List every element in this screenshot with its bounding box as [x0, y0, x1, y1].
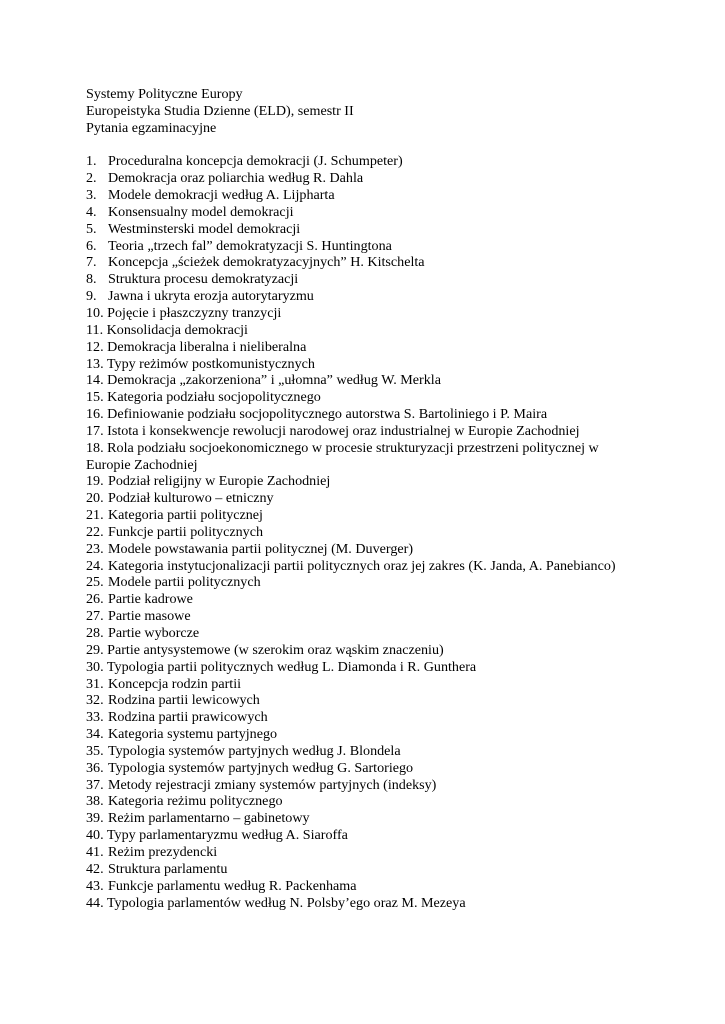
question-number: 12. [86, 338, 104, 355]
question-number: 2. [86, 170, 97, 187]
question-item [86, 254, 646, 271]
document-body [86, 86, 646, 911]
question-text: Teoria „trzech fal” demokratyzacji S. Huntingtona [108, 237, 392, 254]
question-number: 32. [86, 692, 104, 709]
question-number: 23. [86, 540, 104, 557]
question-number: 3. [86, 187, 97, 204]
question-number: 16. [86, 406, 104, 423]
program-line: Europeistyka Studia Dzienne (ELD), semestr II [86, 102, 354, 119]
question-number: 15. [86, 389, 104, 406]
question-number: 27. [86, 608, 104, 625]
question-number: 36. [86, 759, 104, 776]
question-number: 26. [86, 591, 104, 608]
question-number: 20. [86, 490, 104, 507]
question-text: Konsensualny model demokracji [108, 203, 294, 220]
question-item [86, 878, 646, 895]
question-number: 22. [86, 523, 104, 540]
question-item [86, 322, 646, 339]
question-item [86, 541, 646, 558]
question-item [86, 423, 646, 440]
question-number: 34. [86, 726, 104, 743]
question-number: 35. [86, 742, 104, 759]
question-item [86, 861, 646, 878]
question-item [86, 827, 646, 844]
question-item [86, 187, 646, 204]
question-text: Funkcje parlamentu według R. Packenhama [108, 877, 357, 894]
question-number: 44. [86, 894, 104, 911]
question-item [86, 305, 646, 322]
question-number: 42. [86, 860, 104, 877]
question-text: Funkcje partii politycznych [108, 523, 263, 540]
question-text: Typologia parlamentów według N. Polsby’ego oraz M. Mezeya [103, 894, 466, 911]
question-text: Modele partii politycznych [108, 574, 261, 591]
question-text: Typologia partii politycznych według L. Diamonda i R. Gunthera [103, 658, 477, 675]
question-item [86, 777, 646, 794]
question-text: Demokracja oraz poliarchia według R. Dahla [108, 170, 364, 187]
question-text: Konsolidacja demokracji [103, 321, 248, 338]
question-text: Typologia systemów partyjnych według G. Sartoriego [108, 759, 414, 776]
question-number: 10. [86, 304, 104, 321]
question-item [86, 709, 646, 726]
question-number: 25. [86, 574, 104, 591]
question-item [86, 221, 646, 238]
question-item [86, 389, 646, 406]
question-number: 14. [86, 372, 104, 389]
question-number: 13. [86, 355, 104, 372]
question-number: 24. [86, 557, 104, 574]
question-number: 33. [86, 709, 104, 726]
question-text: Partie masowe [108, 608, 191, 625]
question-number: 39. [86, 810, 104, 827]
question-number: 21. [86, 507, 104, 524]
question-number: 40. [86, 827, 104, 844]
question-number: 43. [86, 877, 104, 894]
question-text: Pojęcie i płaszczyzny tranzycji [103, 304, 282, 321]
question-number: 17. [86, 422, 104, 439]
question-item [86, 490, 646, 507]
question-item [86, 810, 646, 827]
question-text: Partie kadrowe [108, 591, 193, 608]
question-item [86, 844, 646, 861]
question-number: 30. [86, 658, 104, 675]
question-text: Kategoria partii politycznej [108, 507, 263, 524]
question-text: Typy parlamentaryzmu według A. Siaroffa [103, 827, 348, 844]
question-text: Podział religijny w Europie Zachodniej [108, 473, 331, 490]
question-item [86, 726, 646, 743]
question-number: 4. [86, 203, 97, 220]
question-text: Kategoria reżimu politycznego [108, 793, 283, 810]
question-number: 28. [86, 625, 104, 641]
question-item [86, 793, 646, 810]
question-text: Jawna i ukryta erozja autorytaryzmu [108, 288, 314, 305]
question-text: Definiowanie podziału socjopolitycznego autorstwa S. Bartoliniego i P. Maira [103, 406, 548, 423]
question-text: Typy reżimów postkomunistycznych [103, 355, 315, 372]
question-item [86, 372, 646, 389]
question-item [86, 642, 646, 659]
question-number: 41. [86, 843, 104, 860]
question-item [86, 591, 646, 608]
question-text: Modele demokracji według A. Lijpharta [108, 187, 335, 204]
question-text: Rodzina partii lewicowych [108, 692, 260, 709]
question-item [86, 153, 646, 170]
question-item [86, 440, 646, 474]
question-text: Struktura parlamentu [108, 860, 228, 877]
question-number: 37. [86, 776, 104, 793]
question-item [86, 760, 646, 777]
question-text: Kategoria systemu partyjnego [108, 726, 278, 743]
question-item [86, 473, 646, 490]
question-text: Koncepcja „ścieżek demokratyzacyjnych” H. Kitschelta [108, 254, 425, 271]
question-text: Modele powstawania partii politycznej (M. Duverger) [108, 540, 414, 557]
question-number: 18. [86, 439, 104, 456]
question-item [86, 339, 646, 356]
question-item [86, 524, 646, 541]
question-text: Rodzina partii prawicowych [108, 709, 268, 726]
question-item [86, 406, 646, 423]
question-number: 8. [86, 271, 97, 288]
question-item [86, 895, 646, 912]
question-item [86, 204, 646, 221]
question-text: Rola podziału socjoekonomicznego w procesie strukturyzacji przestrzeni politycznej w Europie Zachodniej [86, 439, 599, 473]
question-item [86, 743, 646, 760]
document-title: Systemy Polityczne Europy [86, 86, 243, 102]
question-number: 38. [86, 793, 104, 810]
question-item [86, 288, 646, 305]
question-text: Metody rejestracji zmiany systemów partyjnych (indeksy) [108, 776, 437, 793]
question-number: 1. [86, 153, 97, 170]
question-text: Reżim prezydencki [108, 843, 218, 860]
question-text: Kategoria podziału socjopolitycznego [103, 389, 321, 406]
question-text: Koncepcja rodzin partii [108, 675, 242, 692]
question-list [86, 153, 646, 911]
question-number: 6. [86, 237, 97, 254]
document-subtitle: Pytania egzaminacyjne [86, 119, 217, 136]
question-item [86, 356, 646, 373]
question-number: 29. [86, 641, 104, 658]
question-item [86, 574, 646, 591]
question-item [86, 238, 646, 255]
question-text: Partie wyborcze [108, 625, 200, 641]
question-item [86, 625, 646, 642]
question-item [86, 676, 646, 693]
question-text: Proceduralna koncepcja demokracji (J. Schumpeter) [108, 153, 403, 170]
question-item [86, 271, 646, 288]
question-item [86, 608, 646, 625]
question-text: Demokracja liberalna i nieliberalna [103, 338, 307, 355]
question-text: Demokracja „zakorzeniona” i „ułomna” według W. Merkla [103, 372, 441, 389]
question-text: Podział kulturowo – etniczny [108, 490, 274, 507]
question-text: Westminsterski model demokracji [108, 220, 301, 237]
question-number: 19. [86, 473, 104, 490]
question-text: Partie antysystemowe (w szerokim oraz wąskim znaczeniu) [103, 641, 444, 658]
question-item [86, 170, 646, 187]
question-item [86, 558, 646, 575]
question-number: 7. [86, 254, 97, 271]
spacer [86, 137, 646, 154]
question-number: 11. [86, 321, 104, 338]
question-number: 9. [86, 288, 97, 305]
question-text: Kategoria instytucjonalizacji partii politycznych oraz jej zakres (K. Janda, A. Panebianco) [108, 557, 616, 574]
question-text: Struktura procesu demokratyzacji [108, 271, 299, 288]
question-text: Typologia systemów partyjnych według J. Blondela [108, 742, 401, 759]
question-item [86, 692, 646, 709]
question-text: Istota i konsekwencje rewolucji narodowej oraz industrialnej w Europie Zachodniej [103, 422, 580, 439]
question-item [86, 507, 646, 524]
question-number: 5. [86, 220, 97, 237]
question-text: Reżim parlamentarno – gabinetowy [108, 810, 310, 827]
question-item [86, 659, 646, 676]
question-number: 31. [86, 675, 104, 692]
